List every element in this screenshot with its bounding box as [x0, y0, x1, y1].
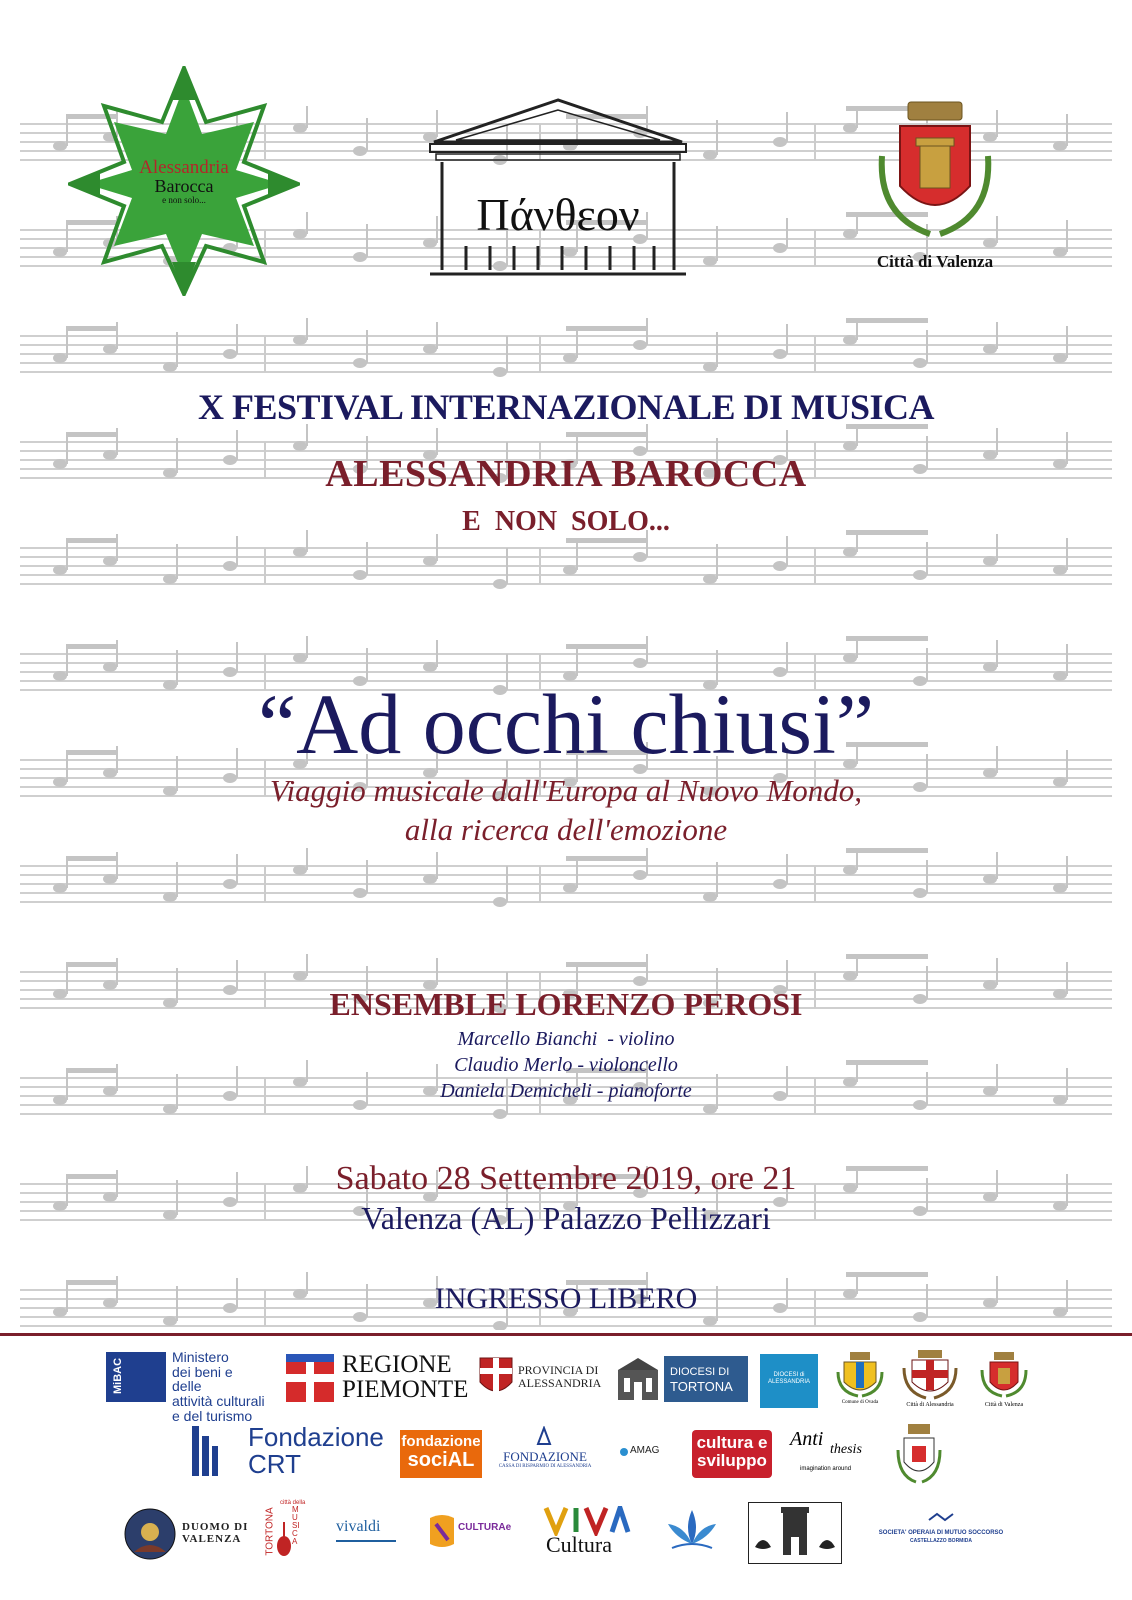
amag-dot-icon	[620, 1448, 628, 1456]
sponsor-culturae	[428, 1508, 514, 1556]
sponsor-antithesis	[786, 1428, 878, 1480]
coat-of-arms-icon	[898, 1350, 962, 1400]
amag-text: AMAG	[630, 1445, 660, 1456]
sponsor-swans-tower	[748, 1502, 842, 1564]
crt-line1: Fondazione	[248, 1422, 384, 1452]
antithesis-line1: Anti	[790, 1428, 824, 1450]
antithesis-line3: imagination around	[800, 1466, 852, 1472]
mibac-line: Ministero	[172, 1349, 229, 1365]
sponsor-fondazione-social	[400, 1430, 482, 1478]
ensemble-member: Marcello Bianchi - violino	[457, 1028, 675, 1050]
diocesi-tortona-line1: DIOCESI DI	[670, 1366, 730, 1378]
valenza-caption: Città di Valenza	[876, 252, 994, 271]
crt-bars-icon	[192, 1426, 218, 1476]
soms-line2: CASTELLAZZO BORMIDA	[910, 1538, 972, 1545]
sponsor-citta-valenza-small	[974, 1352, 1034, 1412]
regione-line1: REGIONE	[342, 1351, 452, 1378]
sponsor-citta-alessandria	[898, 1350, 962, 1412]
coat-of-arms-icon	[974, 1352, 1034, 1398]
tortona-main-text: MUSICA	[292, 1505, 300, 1546]
fondazione-emblem-icon	[534, 1426, 554, 1446]
sponsor-cultura-sviluppo	[692, 1430, 772, 1478]
tortona-side-text: TORTONA	[264, 1507, 276, 1556]
entry-note: INGRESSO LIBERO	[434, 1282, 698, 1315]
sponsor-tortona-musica	[264, 1500, 316, 1566]
citta-alessandria-caption: Città di Alessandria	[906, 1402, 954, 1408]
vivaldi-underline	[336, 1540, 396, 1542]
sponsor-mibac	[106, 1349, 266, 1424]
sponsor-diocesi-alessandria	[760, 1354, 818, 1408]
pantheon-text: Πάνθεον	[476, 189, 640, 240]
sponsor-duomo-valenza	[124, 1506, 250, 1562]
tortona-top-text: città della	[280, 1500, 306, 1506]
diocesi-tortona-line2: TORTONA	[670, 1379, 733, 1395]
provincia-line1: PROVINCIA DI	[518, 1363, 599, 1377]
cultura-sviluppo-line1: cultura e	[696, 1433, 768, 1452]
concert-subtitle-line1: Viaggio musicale dall'Europa al Nuovo Mondo,	[269, 773, 863, 808]
social-line2: sociAL	[407, 1448, 475, 1471]
festival-name: ALESSANDRIA BAROCCA	[325, 453, 807, 495]
mibac-line: dei beni e delle	[172, 1363, 233, 1395]
fondazione-cr-line1: FONDAZIONE	[503, 1449, 587, 1464]
ovada-caption: Comune di Ovada	[841, 1400, 879, 1405]
citta-valenza-small-caption: Città di Valenza	[984, 1402, 1024, 1408]
sponsor-lotus	[662, 1504, 722, 1562]
stained-glass-icon	[124, 1508, 176, 1560]
event-date: Sabato 28 Settembre 2019, ore 21	[335, 1160, 797, 1197]
provincia-line2: ALESSANDRIA	[518, 1375, 602, 1390]
mibac-badge: MiBAC	[112, 1357, 125, 1395]
violin-icon	[276, 1522, 292, 1558]
cathedral-icon	[614, 1356, 662, 1402]
ensemble-member: Daniela Demicheli - pianoforte	[440, 1080, 692, 1102]
sponsor-soms-castellazzo	[866, 1510, 1016, 1556]
antithesis-line2: thesis	[830, 1442, 862, 1457]
duomo-line1: DUOMO DI	[182, 1521, 249, 1533]
social-line1: fondazione	[401, 1433, 481, 1450]
divider-rule	[0, 1333, 1132, 1336]
sponsor-regione-piemonte	[286, 1351, 469, 1404]
sponsor-amag	[620, 1444, 664, 1460]
cultura-sviluppo-line2: sviluppo	[697, 1450, 767, 1470]
ensemble-name: ENSEMBLE LORENZO PEROSI	[329, 986, 803, 1022]
swans-tower-icon	[749, 1503, 841, 1563]
viva-cultura-text: Cultura	[546, 1532, 612, 1557]
event-venue: Valenza (AL) Palazzo Pellizzari	[361, 1200, 771, 1236]
logo-non-solo-text: e non solo...	[162, 194, 206, 205]
pantheon-logo	[426, 96, 690, 280]
diocesi-alessandria-text: DIOCESI di ALESSANDRIA	[767, 1372, 810, 1385]
sponsor-fondazione-crt	[192, 1424, 390, 1478]
culturae-emblem-icon	[428, 1514, 458, 1550]
fondazione-cr-line2: CASSA DI RISPARMIO DI ALESSANDRIA	[498, 1463, 592, 1469]
ensemble-member: Claudio Merlo - violoncello	[454, 1054, 678, 1076]
coat-of-arms-icon	[860, 96, 1010, 246]
sponsor-viva-cultura	[540, 1506, 632, 1560]
vivaldi-text: vivaldi	[336, 1518, 381, 1535]
crt-line2: CRT	[248, 1449, 301, 1480]
sponsor-comune-ovada	[832, 1352, 888, 1410]
shield-icon	[478, 1354, 514, 1400]
festival-edition: X FESTIVAL INTERNAZIONALE DI MUSICA	[197, 387, 934, 427]
coat-of-arms-icon	[832, 1352, 888, 1398]
duomo-line2: VALENZA	[182, 1532, 242, 1545]
soms-line1: SOCIETA' OPERAIA DI MUTUO SOCCORSO	[878, 1530, 1004, 1536]
logo-alessandria-text: Alessandria	[139, 157, 229, 178]
logo-barocca-text: Barocca	[154, 176, 214, 197]
culturae-text: CULTURAe	[458, 1522, 512, 1533]
concert-title: “Ad occhi chiusi”	[257, 676, 875, 772]
sponsor-vivaldi	[334, 1516, 408, 1548]
coat-of-arms-icon	[894, 1424, 944, 1486]
lotus-icon	[662, 1504, 722, 1562]
regione-line2: PIEMONTE	[342, 1376, 469, 1403]
festival-tagline: E NON SOLO...	[462, 506, 670, 537]
sponsor-diocesi-tortona	[614, 1356, 748, 1404]
sponsor-castellazzo-arms	[894, 1424, 944, 1486]
sponsor-fondazione-cr	[494, 1426, 596, 1482]
mibac-line: attività culturali	[172, 1393, 265, 1410]
handshake-icon	[927, 1510, 955, 1526]
piemonte-flag-icon	[286, 1354, 334, 1402]
sponsor-provincia-alessandria	[478, 1354, 600, 1402]
citta-valenza-logo	[860, 96, 1010, 280]
concert-subtitle-line2: alla ricerca dell'emozione	[404, 812, 728, 847]
alessandria-barocca-logo	[68, 66, 300, 296]
mibac-line: e del turismo	[172, 1407, 253, 1424]
